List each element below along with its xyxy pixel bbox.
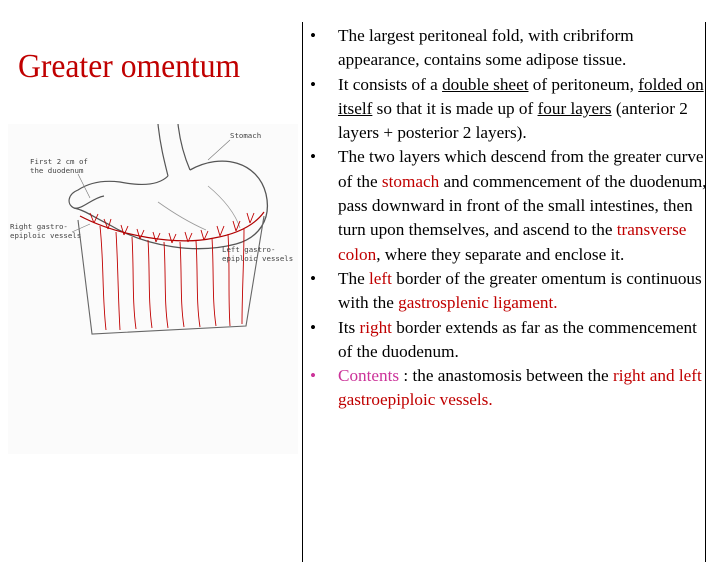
bullet-dot: • [310, 317, 317, 337]
bullet-dot: • [310, 147, 317, 167]
bullet-dot: • [310, 366, 317, 386]
bullet-item [303, 267, 707, 316]
highlight-term: right and left gastroepiploic vessels. [338, 366, 702, 410]
highlight-term: gastrosplenic ligament. [398, 293, 558, 313]
label-left-vessels-1: Left gastro- [222, 245, 276, 254]
bullet-text: border of the greater omentum is continuous with the [338, 268, 702, 313]
bullet-text: border extends as far as the commencement of the duodenum. [338, 317, 697, 361]
bullet-item [303, 364, 707, 413]
underlined-term: folded on itself [338, 74, 704, 118]
label-stomach: Stomach [230, 131, 262, 140]
underlined-term: four layers [537, 98, 612, 118]
bullet-dot: • [310, 74, 317, 94]
bullet-dot: • [310, 26, 317, 45]
bullet-text: The two layers which descend from the greater curve of the [338, 147, 704, 191]
bullet-text: Its [338, 317, 360, 337]
bullet-text: of peritoneum, [528, 74, 639, 94]
bullet-text: , where they separate and enclose it. [376, 244, 625, 264]
bullet-item [303, 24, 707, 73]
highlight-term: left [369, 268, 392, 288]
bullet-text: (anterior 2 layers + posterior 2 layers). [338, 98, 688, 143]
stomach-sketch-svg [8, 124, 298, 454]
highlight-term: transverse colon [338, 220, 687, 264]
label-first-duodenum-2: the duodenum [30, 166, 84, 175]
bullet-text: : the anastomosis between the [399, 366, 613, 386]
label-left-vessels-2: epiploic vessels [222, 254, 294, 263]
bullet-item [303, 145, 707, 266]
bullet-text: It consists of a [338, 74, 443, 94]
bullet-dot: • [310, 268, 317, 288]
highlight-term: right [359, 317, 392, 337]
label-first-duodenum-1: First 2 cm of [30, 157, 88, 166]
omentum-diagram [8, 124, 298, 454]
bullet-text: so that it is made up of [372, 98, 538, 118]
label-right-vessels-2: epiploic vessels [10, 231, 82, 240]
bullet-text: The [338, 268, 370, 288]
bullet-item [303, 316, 707, 365]
bullet-text: and commencement of the duodenum, pass downward in front of the small intestines, then turn upon themselves, and ascend to the [338, 171, 707, 240]
bullet-text: The largest peritoneal fold, with cribriform appearance, contains some adipose tissue. [338, 26, 634, 70]
bullet-item [303, 73, 707, 146]
contents-label: Contents [338, 366, 400, 386]
highlight-term: stomach [381, 171, 440, 191]
label-right-vessels-1: Right gastro- [10, 222, 68, 231]
bullet-list [303, 24, 707, 413]
slide-title: Greater omentum [18, 48, 241, 85]
underlined-term: double sheet [442, 74, 529, 94]
